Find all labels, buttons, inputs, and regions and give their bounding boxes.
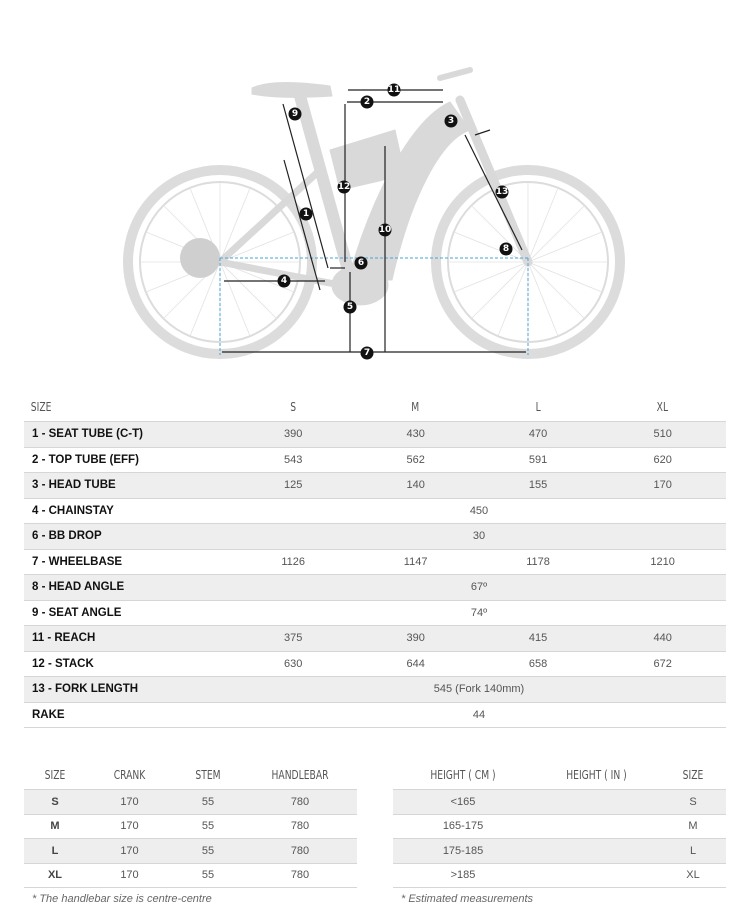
cell: 55	[173, 790, 243, 815]
geometry-table	[24, 393, 726, 728]
cell: 562	[354, 447, 476, 473]
cell: 630	[232, 651, 354, 677]
table-row	[24, 814, 357, 839]
svg-text:8: 8	[502, 244, 510, 254]
cell: 620	[599, 447, 726, 473]
row-label: 7 - WHEELBASE	[24, 549, 232, 575]
table-row	[24, 575, 726, 601]
cell: 55	[173, 814, 243, 839]
cell: 375	[232, 626, 354, 652]
col-s: S	[241, 393, 345, 422]
cell: 55	[173, 839, 243, 864]
cell: S	[24, 790, 86, 815]
col-stem: STEM	[178, 761, 238, 790]
table-row	[24, 839, 357, 864]
cell: M	[24, 814, 86, 839]
cell: 170	[86, 863, 173, 888]
table-row	[24, 790, 357, 815]
table-row	[24, 626, 726, 652]
marker-6	[355, 257, 368, 270]
cell: 672	[599, 651, 726, 677]
height-header-row	[393, 761, 726, 790]
cell: 780	[243, 814, 357, 839]
marker-3	[445, 115, 458, 128]
cell: 415	[477, 626, 599, 652]
cell: 125	[232, 473, 354, 499]
svg-text:12: 12	[337, 182, 351, 192]
row-label: 1 - SEAT TUBE (C-T)	[24, 422, 232, 448]
cell: 175-185	[393, 839, 533, 864]
table-row	[24, 651, 726, 677]
cell: 170	[599, 473, 726, 499]
marker-4	[278, 275, 291, 288]
cell: 430	[354, 422, 476, 448]
marker-5	[344, 301, 357, 314]
row-label: 9 - SEAT ANGLE	[24, 600, 232, 626]
geometry-header-row	[24, 393, 726, 422]
col-size: SIZE	[29, 761, 82, 790]
table-row	[393, 863, 726, 888]
cell: L	[24, 839, 86, 864]
cell: 780	[243, 839, 357, 864]
cell: 470	[477, 422, 599, 448]
handlebar-note: * The handlebar size is centre-centre	[32, 893, 212, 905]
table-row	[393, 814, 726, 839]
cell-shared: 30	[232, 524, 726, 550]
row-label: 6 - BB DROP	[24, 524, 232, 550]
marker-12	[338, 181, 351, 194]
table-row	[24, 473, 726, 499]
marker-13	[496, 186, 509, 199]
table-row	[24, 549, 726, 575]
cell	[533, 814, 660, 839]
col-l: L	[486, 393, 590, 422]
cell-shared: 545 (Fork 140mm)	[232, 677, 726, 703]
col-height-in: HEIGHT ( IN )	[543, 761, 651, 790]
svg-text:11: 11	[387, 85, 401, 95]
row-label: 8 - HEAD ANGLE	[24, 575, 232, 601]
marker-2	[361, 96, 374, 109]
cell: 170	[86, 790, 173, 815]
cell: S	[660, 790, 726, 815]
estimate-note: * Estimated measurements	[401, 893, 534, 905]
svg-text:6: 6	[357, 258, 365, 268]
table-row	[24, 677, 726, 703]
marker-9	[289, 108, 302, 121]
cell: M	[660, 814, 726, 839]
svg-text:5: 5	[346, 302, 354, 312]
cell: 510	[599, 422, 726, 448]
cell	[533, 863, 660, 888]
row-label: RAKE	[24, 702, 232, 728]
svg-text:13: 13	[495, 187, 509, 197]
cell-shared: 67º	[232, 575, 726, 601]
cell-shared: 450	[232, 498, 726, 524]
table-row	[24, 422, 726, 448]
cell: 1126	[232, 549, 354, 575]
col-m: M	[364, 393, 468, 422]
cell: L	[660, 839, 726, 864]
cell: 440	[599, 626, 726, 652]
col-size: SIZE	[665, 761, 721, 790]
cell: 140	[354, 473, 476, 499]
cell: <165	[393, 790, 533, 815]
cell-shared: 74º	[232, 600, 726, 626]
svg-text:4: 4	[280, 276, 288, 286]
col-size: SIZE	[24, 393, 201, 422]
cell: 55	[173, 863, 243, 888]
cell: 1178	[477, 549, 599, 575]
cell	[533, 790, 660, 815]
table-row	[393, 790, 726, 815]
svg-text:3: 3	[447, 116, 455, 126]
row-label: 11 - REACH	[24, 626, 232, 652]
svg-text:2: 2	[363, 97, 371, 107]
svg-text:1: 1	[302, 209, 310, 219]
svg-text:9: 9	[291, 109, 299, 119]
cell: 390	[354, 626, 476, 652]
svg-text:7: 7	[363, 348, 371, 358]
cell: XL	[24, 863, 86, 888]
cell: >185	[393, 863, 533, 888]
row-label: 3 - HEAD TUBE	[24, 473, 232, 499]
cell: 780	[243, 863, 357, 888]
cell: 780	[243, 790, 357, 815]
cell: XL	[660, 863, 726, 888]
table-row	[24, 498, 726, 524]
cell-shared: 44	[232, 702, 726, 728]
components-table	[24, 761, 357, 888]
marker-10	[379, 224, 392, 237]
cell: 543	[232, 447, 354, 473]
components-header-row	[24, 761, 357, 790]
marker-11	[388, 84, 401, 97]
table-row	[24, 600, 726, 626]
cell: 170	[86, 814, 173, 839]
cell: 165-175	[393, 814, 533, 839]
cell: 1210	[599, 549, 726, 575]
table-row	[24, 447, 726, 473]
bike-geometry-diagram	[0, 40, 750, 370]
cell: 170	[86, 839, 173, 864]
marker-8	[500, 243, 513, 256]
col-height-cm: HEIGHT ( CM )	[404, 761, 523, 790]
marker-7	[361, 347, 374, 360]
row-label: 4 - CHAINSTAY	[24, 498, 232, 524]
table-row	[24, 702, 726, 728]
col-crank: CRANK	[93, 761, 167, 790]
svg-text:10: 10	[378, 225, 392, 235]
cell: 591	[477, 447, 599, 473]
cell: 1147	[354, 549, 476, 575]
col-handlebar: HANDLEBAR	[252, 761, 349, 790]
cell	[533, 839, 660, 864]
row-label: 12 - STACK	[24, 651, 232, 677]
table-row	[24, 524, 726, 550]
row-label: 2 - TOP TUBE (EFF)	[24, 447, 232, 473]
col-xl: XL	[609, 393, 717, 422]
cell: 155	[477, 473, 599, 499]
cell: 644	[354, 651, 476, 677]
rider-height-table	[393, 761, 726, 888]
cell: 658	[477, 651, 599, 677]
row-label: 13 - FORK LENGTH	[24, 677, 232, 703]
cell: 390	[232, 422, 354, 448]
marker-1	[300, 208, 313, 221]
table-row	[393, 839, 726, 864]
table-row	[24, 863, 357, 888]
